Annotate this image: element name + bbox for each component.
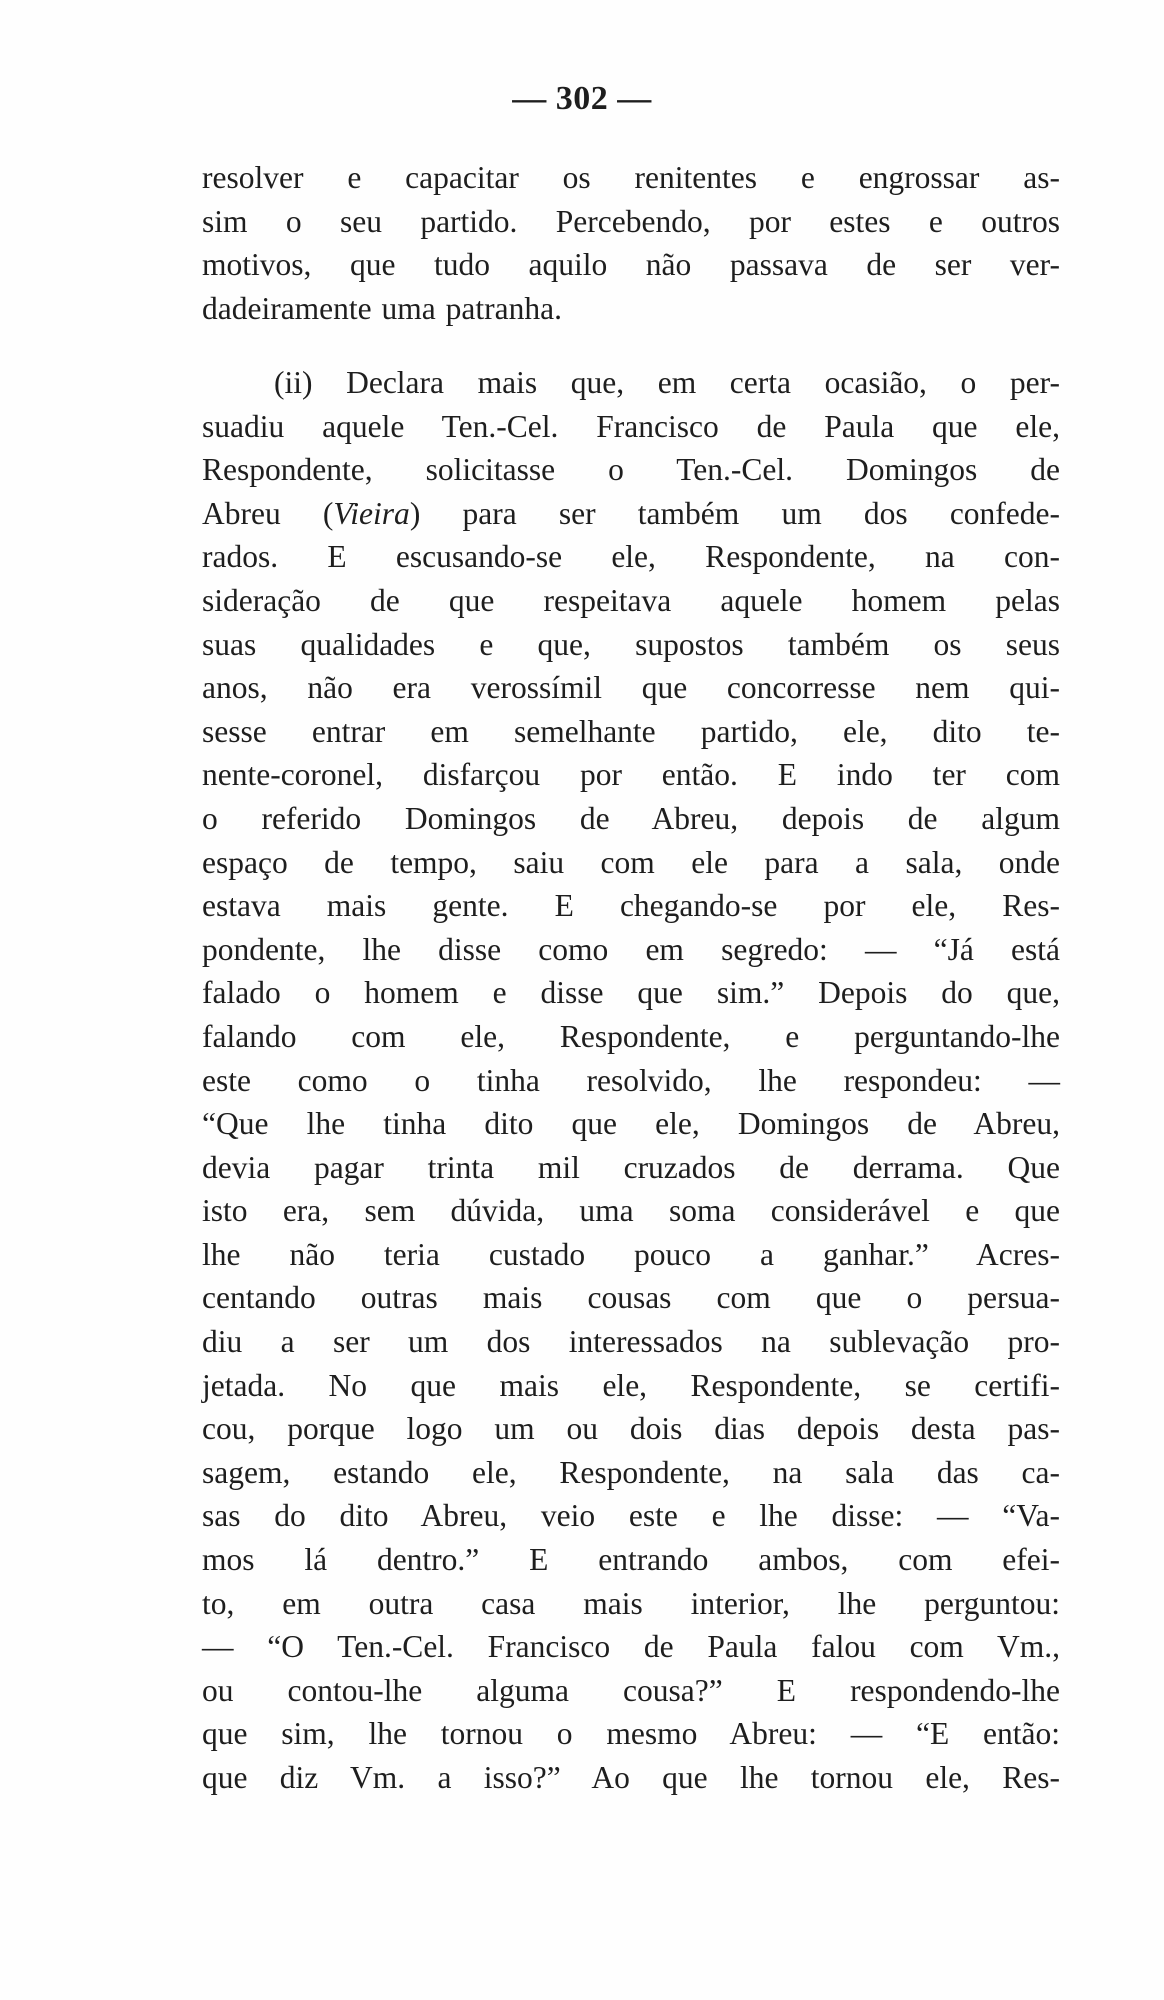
text-segment: ) para ser também um dos confede- [409,495,1060,531]
text-line: este como o tinha resolvido, lhe respondeu: — [202,1062,1060,1098]
text-line: “Que lhe tinha dito que ele, Domingos de Abreu, [202,1106,1060,1142]
text-line: motivos, que tudo aquilo não passava de ser ver- [202,247,1060,283]
text-line: dadeiramente uma patranha. [202,290,562,326]
text-line: (ii) Declara mais que, em certa ocasião, o per- [274,365,1060,400]
text-line: nente-coronel, disfarçou por então. E indo ter com [202,757,1060,793]
text-line: estava mais gente. E chegando-se por ele, Res- [202,888,1060,924]
text-line: diu a ser um dos interessados na sublevação pro- [202,1324,1060,1360]
page-number: — 302 — [512,80,652,117]
text-line [202,492,1060,536]
text-line: mos lá dentro.” E entrando ambos, com efei- [202,1542,1060,1578]
text-line: suadiu aquele Ten.-Cel. Francisco de Paula que ele, [202,408,1060,444]
text-line: Respondente, solicitasse o Ten.-Cel. Domingos de [202,452,1060,488]
text-line: sagem, estando ele, Respondente, na sala das ca- [202,1454,1060,1490]
text-line: sas do dito Abreu, veio este e lhe disse: — “Va- [202,1498,1060,1534]
text-line: ou contou-lhe alguma cousa?” E respondendo-lhe [202,1672,1060,1708]
text-line: to, em outra casa mais interior, lhe perguntou: [202,1585,1060,1621]
text-line: devia pagar trinta mil cruzados de derrama. Que [202,1149,1060,1185]
text-line: anos, não era verossímil que concorresse nem qui- [202,670,1060,706]
text-line: rados. E escusando-se ele, Respondente, na con- [202,539,1060,575]
text-line: falado o homem e disse que sim.” Depois do que, [202,975,1060,1011]
text-line: pondente, lhe disse como em segredo: — “Já está [202,931,1060,967]
text-line: sesse entrar em semelhante partido, ele, dito te- [202,713,1060,749]
text-line: suas qualidades e que, supostos também os seus [202,626,1060,662]
text-line: lhe não teria custado pouco a ganhar.” Acres- [202,1236,1060,1272]
italic-text: Vieira [333,495,410,531]
text-line: o referido Domingos de Abreu, depois de algum [202,800,1060,836]
text-line: centando outras mais cousas com que o persua- [202,1280,1060,1316]
text-line: sideração de que respeitava aquele homem pelas [202,582,1060,618]
text-line: cou, porque logo um ou dois dias depois desta pas- [202,1411,1060,1447]
text-line: — “O Ten.-Cel. Francisco de Paula falou com Vm., [202,1629,1060,1665]
text-line: que diz Vm. a isso?” Ao que lhe tornou ele, Res- [202,1760,1060,1795]
text-line: falando com ele, Respondente, e perguntando-lhe [202,1018,1060,1054]
paragraph-1 [202,156,1060,330]
text-line: espaço de tempo, saiu com ele para a sala, onde [202,844,1060,880]
text-line: isto era, sem dúvida, uma soma considerável e que [202,1193,1060,1229]
text-line: que sim, lhe tornou o mesmo Abreu: — “E então: [202,1716,1060,1752]
text-line: resolver e capacitar os renitentes e engrossar as- [202,160,1060,195]
text-line: sim o seu partido. Percebendo, por estes e outros [202,203,1060,239]
paragraph-2 [202,361,1060,1800]
text-segment: Abreu ( [202,495,334,531]
text-line: jetada. No que mais ele, Respondente, se certifi- [202,1367,1060,1403]
